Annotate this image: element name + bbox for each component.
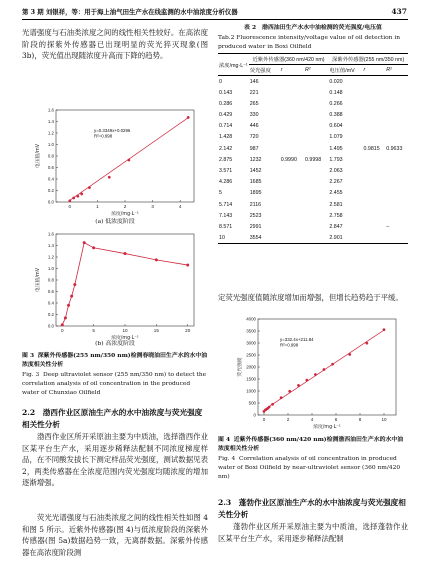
fig3-label-en: Fig. 3 (22, 372, 40, 378)
table-cell: 10 (218, 233, 249, 244)
x-tick-label: 10 (381, 417, 387, 422)
table-cell: 0.286 (219, 100, 233, 107)
table-row (218, 188, 408, 199)
table-cell (280, 87, 304, 98)
y-tick-label: 3000 (246, 340, 256, 346)
data-point (88, 186, 90, 188)
plot-frame (56, 234, 194, 326)
table-cell (280, 199, 304, 210)
fig4-text-cn: 近紫外传感器(360 nm/420 nm)检测渤西油田生产水的水中油浓度相关性分析 (218, 436, 404, 452)
table-cell: 146 (249, 78, 259, 85)
y-tick-label: 1.2 (47, 254, 54, 260)
table-cell (280, 177, 304, 188)
data-point (108, 176, 110, 178)
table-cell: 0.714 (219, 123, 233, 130)
th-voltage: 电压值/mV (328, 65, 362, 76)
table-cell (304, 87, 328, 98)
table-cell: 0.388 (329, 112, 343, 119)
table-cell (304, 165, 328, 176)
table-cell: 0.266 (329, 100, 343, 107)
table-cell (362, 199, 385, 210)
y-tick-label: 2000 (246, 364, 256, 370)
data-point (271, 403, 273, 405)
table-cell (304, 199, 328, 210)
table-cell: 3554 (249, 233, 280, 244)
table-cell: 4.286 (219, 179, 233, 186)
table-cell: 2.875 (219, 156, 233, 163)
table-cell: 2116 (249, 201, 262, 208)
table-cell: 2.063 (329, 167, 343, 174)
data-point (124, 252, 127, 255)
chart-fig4 (218, 313, 408, 435)
y-axis-label: 电压值/mV (36, 268, 41, 292)
table-cell (362, 210, 385, 221)
x-tick-label: 0 (68, 204, 72, 209)
fit-equation: y=0.3349x+0.0296 (94, 128, 131, 133)
fit-r2: R²=0.998 (280, 342, 299, 348)
table-cell (362, 188, 385, 199)
table-2 (218, 53, 408, 244)
x-tick-label: 1 (96, 204, 99, 209)
y-tick-label: 3500 (246, 328, 256, 334)
table-cell: 265 (249, 100, 259, 107)
table-cell (385, 199, 408, 210)
data-point (83, 241, 86, 244)
table2-title-en: Tab.2 Fluorescence intensity/voltage value of oil detection in produced water in Boxi Oilfield (218, 35, 401, 50)
section-2-2-heading: 2.2 渤西作业区原油生产水的水中油浓度与荧光强度相关性分析 (22, 408, 203, 429)
y-tick-label: 0.0 (47, 323, 54, 329)
table-cell: 1.079 (329, 134, 343, 141)
table-cell: 1685 (249, 179, 262, 186)
table-cell: 1232 (249, 156, 262, 163)
y-tick-label: 0.8 (47, 277, 54, 283)
fig3-caption-cn (22, 352, 208, 370)
table-cell: 2.455 (329, 190, 343, 197)
data-point (128, 159, 130, 161)
table-cell: 3.571 (219, 167, 233, 174)
y-tick-label: 0.2 (47, 312, 54, 318)
table-cell (280, 188, 304, 199)
y-tick-label: 2500 (246, 352, 256, 358)
table-row (218, 233, 408, 244)
table-cell (362, 221, 385, 232)
table-cell (362, 87, 385, 98)
x-tick-label: 20 (185, 328, 191, 333)
y-tick-label: 1.6 (47, 107, 54, 113)
table-cell: 0.020 (329, 78, 343, 85)
th-deep-uv: 深紫外传感器(255 nm/350 nm) (328, 54, 408, 65)
data-point (331, 363, 333, 365)
y-tick-label: 1.0 (47, 266, 54, 272)
table-cell (385, 132, 408, 143)
table-cell: 720 (249, 134, 259, 141)
data-point (155, 259, 158, 262)
fig4-label-en: Fig. 4 (218, 456, 236, 462)
y-tick-label: 0.6 (47, 289, 54, 295)
table-cell: 2.142 (219, 145, 233, 152)
table-cell: 8.571 (219, 223, 233, 230)
fig4-caption-en (218, 455, 408, 481)
y-tick-label: 0.0 (47, 199, 54, 205)
x-tick-label: 3 (151, 204, 154, 209)
fig4-label-cn: 图 4 (218, 436, 231, 443)
fig4-text-en: Correlation analysis of oil concentration in produced water of Boxi Oilfield by near-ultraviolet sensor (360 nm/420 nm) (218, 456, 401, 480)
table-cell (385, 109, 408, 120)
table-cell (304, 109, 328, 120)
fig3-text-en: Deep ultraviolet sensor (255 nm/350 nm) to detect the correlation analysis of oil concentration in the produced water of Chunxiao Oilfield (22, 372, 207, 396)
fig3-label-cn: 图 3 (22, 352, 35, 359)
chart-fig3b (22, 228, 208, 341)
table-cell: 2.581 (329, 201, 343, 208)
table-cell: 2.847 (329, 223, 343, 230)
data-point (289, 390, 291, 392)
table2-title-cn: 表 2 渤西油田生产水水中油检测的荧光强度/电压值 (244, 24, 382, 31)
table-cell: 0.9998 (304, 156, 322, 163)
fig4-caption-cn (218, 436, 408, 454)
table-row (218, 210, 408, 221)
figure-3b (22, 228, 208, 341)
table2-body (218, 76, 408, 244)
table-cell (280, 221, 304, 232)
table-cell (280, 109, 304, 120)
table-cell (362, 98, 385, 109)
y-tick-label: 1.4 (47, 243, 54, 249)
table-cell: 2.267 (329, 179, 343, 186)
left-paragraph-3: 荧光光谱强度与石油类浓度之间的线性相关性如图 4 和图 5 所示。近紫外传感器(图 4)与低浓度阶段的深紫外传感器(图 5a)数据趋势一致，无离群数据。深紫外传感器在高浓度阶段测 (22, 513, 208, 557)
y-tick-label: 1.0 (47, 142, 54, 148)
y-tick-label: 500 (248, 400, 256, 406)
th-concentration: 浓度/mg·L⁻¹ (218, 54, 249, 76)
data-point (383, 329, 385, 331)
x-tick-label: 8 (358, 417, 362, 422)
chart-fig3a (22, 102, 208, 219)
data-point (323, 368, 325, 370)
x-axis-label: 浓度/mg·L⁻¹ (111, 336, 139, 341)
table-cell: 0.9633 (386, 145, 403, 152)
fit-r2: R²=0.998 (94, 133, 113, 139)
table-row (218, 154, 408, 165)
table-cell: 7.143 (219, 212, 233, 219)
fig3-caption-en (22, 371, 208, 397)
table-cell (304, 143, 328, 154)
table-cell (304, 98, 328, 109)
table-cell: 446 (249, 123, 259, 130)
table-cell (280, 143, 304, 154)
table-cell (304, 132, 328, 143)
figure-4 (218, 313, 408, 435)
table-cell: 2991 (249, 223, 262, 230)
table-cell (304, 76, 328, 87)
table-cell (362, 121, 385, 132)
left-paragraph-2: 渤西作业区所开采原油主要为中质油，选择渤西作业区某平台生产水，采用逐步稀释法配制不同浓度梯度样品，在不同酸发拔长下测定样品荧光强度，测试数据见表 2，两类传感器在全浓度范围内荧光强度均随浓度的增加逐渐增强。 (22, 432, 208, 487)
data-point (77, 195, 79, 197)
table-cell: 2.758 (329, 212, 343, 219)
table-cell: 0.143 (219, 89, 233, 96)
th-r2-deep: R² (385, 65, 408, 76)
table-cell: 1.495 (329, 145, 343, 152)
table-cell (304, 221, 328, 232)
fig3-text-cn: 深紫外传感器(255 nm/350 nm)检测春晓油田生产水的水中油浓度相关性分析 (22, 352, 208, 368)
data-point (70, 295, 73, 298)
data-point (186, 264, 189, 267)
plot-frame (258, 319, 396, 415)
th-intensity: 荧光强度 (249, 65, 280, 76)
header-rule (22, 19, 408, 20)
data-point (280, 397, 282, 399)
x-axis-label: 浓度/mg·L⁻¹ (111, 212, 139, 217)
y-tick-label: 0.6 (47, 165, 54, 171)
y-tick-label: 0.4 (47, 300, 54, 306)
data-point (67, 304, 70, 307)
table-row (218, 143, 408, 154)
x-tick-label: 5 (92, 328, 95, 333)
data-point (187, 116, 189, 118)
x-tick-label: 0 (262, 417, 266, 422)
table-cell: 0 (219, 78, 222, 85)
table-row (218, 121, 408, 132)
table-cell (385, 188, 408, 199)
table-cell: 0.9815 (363, 145, 380, 152)
data-point (268, 406, 270, 408)
x-tick-label: 10 (122, 328, 128, 333)
table-cell (304, 210, 328, 221)
table-cell: 1452 (249, 167, 262, 174)
y-axis-label: 电压值/mV (36, 144, 41, 168)
table-cell: 5.714 (219, 201, 233, 208)
table-cell (362, 154, 385, 165)
x-tick-label: 4 (178, 204, 182, 209)
right-paragraph-1: 定荧光强度值随浓度增加而增强，但增长趋势趋于平缓。 (218, 293, 403, 302)
figure-3a (22, 102, 208, 219)
table-row (218, 87, 408, 98)
th-r-near: r (280, 65, 304, 76)
table-row (218, 199, 408, 210)
fit-equation: y=332.4x+211.84 (280, 337, 314, 342)
table-cell (385, 165, 408, 176)
table-cell (362, 76, 385, 87)
table-cell (385, 87, 408, 98)
y-tick-label: 1.6 (47, 231, 54, 237)
x-tick-label: 6 (334, 417, 338, 422)
table-cell: 1895 (249, 190, 262, 197)
table-cell: 0.9990 (280, 156, 297, 163)
table-cell (385, 154, 408, 165)
data-point (74, 283, 77, 286)
header-left: 第 3 期 刘银祥，等：用于海上油气田生产水在线监测的水中油浓度分析仪器 (22, 8, 238, 16)
table-cell: 1.428 (219, 134, 233, 141)
data-point (366, 342, 368, 344)
table-cell (280, 132, 304, 143)
y-tick-label: 0.8 (47, 153, 54, 159)
table-cell: 0.148 (329, 89, 343, 96)
data-point (64, 317, 67, 320)
y-tick-label: 0.4 (47, 176, 54, 182)
table-row (218, 221, 408, 232)
y-tick-label: 0 (253, 412, 256, 418)
table-cell (385, 233, 408, 244)
table-cell: 987 (249, 145, 259, 152)
th-r-deep: r (362, 65, 385, 76)
table-cell (304, 233, 328, 244)
y-tick-label: 1.2 (47, 130, 54, 136)
table-cell (280, 210, 304, 221)
y-axis-label: 荧光强度 (238, 357, 243, 377)
table-cell (280, 121, 304, 132)
table-cell (280, 165, 304, 176)
table-cell (362, 177, 385, 188)
data-point (61, 324, 64, 327)
table-cell (304, 177, 328, 188)
table-cell (362, 165, 385, 176)
x-tick-label: 2 (123, 204, 127, 209)
x-tick-label: 15 (153, 328, 159, 333)
running-header (22, 7, 407, 19)
table-cell: 221 (249, 89, 259, 96)
th-r2-near: R² (304, 65, 328, 76)
table-cell: 0.429 (219, 112, 233, 119)
table-cell: 0.604 (329, 123, 343, 130)
x-tick-label: 4 (310, 417, 314, 422)
table-cell (280, 76, 304, 87)
fig3a-subcaption: (a) 低浓度阶段 (95, 219, 135, 225)
left-paragraph-1: 光谱强度与石油类浓度之间的线性相关性较好。在高浓度阶段的探紫外传感器已出现明显的荧光猝灭现象(图 3b)，荧光值出现随浓度升高而下降的趋势。 (22, 28, 208, 60)
table-cell (280, 98, 304, 109)
data-point (80, 193, 82, 195)
table-cell (362, 132, 385, 143)
table-row (218, 165, 408, 176)
table-cell: 2523 (249, 212, 262, 219)
y-tick-label: 1.4 (47, 119, 54, 125)
table-cell (280, 233, 304, 244)
fig3b-subcaption: (b) 高浓度阶段 (95, 341, 135, 347)
table-cell (304, 121, 328, 132)
x-axis-label: 浓度/mg·L⁻¹ (313, 425, 341, 430)
table-cell: 5 (219, 190, 222, 197)
y-tick-label: 1500 (246, 376, 256, 382)
table-cell: – (386, 223, 390, 230)
table-cell: 330 (249, 112, 259, 119)
data-point (314, 373, 316, 375)
data-point (72, 197, 74, 199)
data-point (297, 384, 299, 386)
data-point (92, 247, 95, 250)
table-row (218, 98, 408, 109)
table-cell (385, 177, 408, 188)
table-row (218, 109, 408, 120)
table-row (218, 132, 408, 143)
table-cell (304, 188, 328, 199)
data-point (69, 200, 71, 202)
table-cell: 2.901 (328, 233, 362, 244)
y-tick-label: 1000 (246, 388, 256, 394)
table-cell (385, 98, 408, 109)
table-row (218, 177, 408, 188)
table-cell (385, 121, 408, 132)
data-point (349, 353, 351, 355)
table-cell (362, 109, 385, 120)
table-cell (362, 233, 385, 244)
y-tick-label: 0.2 (47, 188, 54, 194)
table-cell (385, 210, 408, 221)
data-point (306, 379, 308, 381)
table-cell (385, 76, 408, 87)
right-paragraph-2: 蓬勃作业区所开采原油主要为中质油，选择蓬勃作业区某平台生产水，采用逐步稀释法配制 (218, 522, 408, 543)
table-row (218, 76, 408, 87)
th-near-uv: 近紫外传感器(360 nm/420 nm) (249, 54, 329, 65)
y-tick-label: 4000 (246, 316, 256, 322)
page-number: 437 (391, 7, 407, 16)
plot-frame (56, 110, 194, 202)
x-tick-label: 2 (286, 417, 290, 422)
x-tick-label: 0 (60, 328, 64, 333)
table-cell: 1.793 (329, 156, 343, 163)
section-2-3-heading: 2.3 蓬勃作业区原油生产水的水中油浓度与荧光强度相关性分析 (218, 498, 406, 519)
